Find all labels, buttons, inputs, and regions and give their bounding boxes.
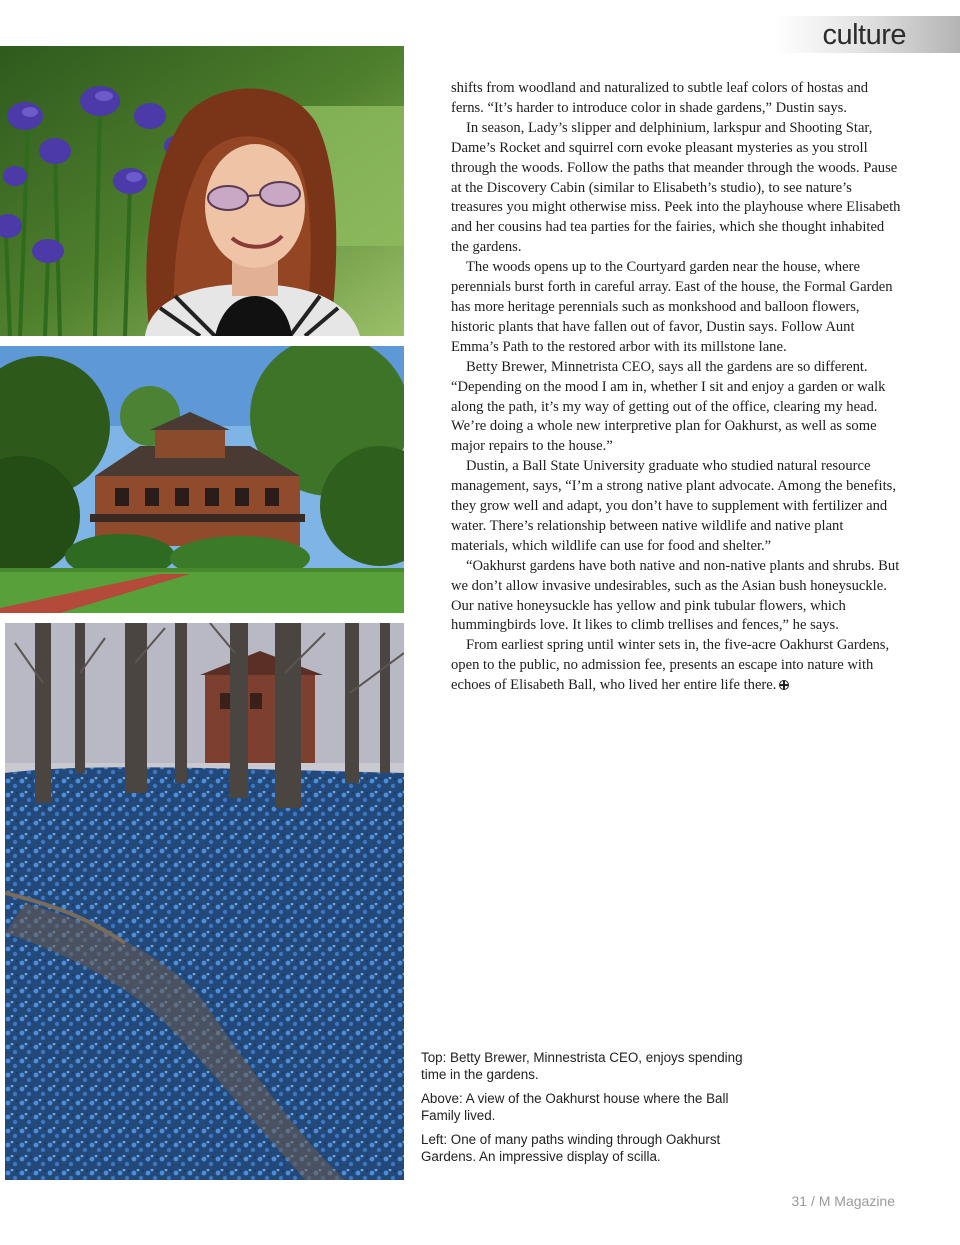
article-paragraph: In season, Lady’s slipper and delphinium, larkspur and Shooting Star, Dame’s Rocket and squirrel corn evoke pleasant mysteries as you stroll through the woods. Follow the paths that meander through the woods. Pause at the Discovery Cabin (similar to Elisabeth’s studio), to see nature’s treasures you might otherwise miss. Peek into the playhouse where Elisabeth and her cousins had tea parties for the fairies, which she thought inhabited the gardens. — [451, 119, 901, 256]
article-paragraph: “Oakhurst gardens have both native and non-native plants and shrubs. But we don’t allow invasive undesirables, such as the Asian bush honeysuckle. Our native honeysuckle has yellow and pink tubular flowers, which hummingbirds love. It likes to climb trellises and fences,” he says. — [451, 557, 900, 634]
article-paragraph: The woods opens up to the Courtyard garden near the house, where perennials burst forth in careful array. East of the house, the Formal Garden has more heritage perennials such as monkshood and balloon flowers, historic plants that have fallen out of favor, Dustin says. Follow Aunt Emma’s Path to the restored arbor with its millstone lane. — [451, 259, 893, 355]
article-paragraph-last — [451, 636, 901, 696]
section-label: culture — [822, 19, 906, 51]
photo-oakhurst-house — [0, 346, 404, 613]
caption-left: Left: One of many paths winding through Oakhurst Gardens. An impressive display of scilla. — [421, 1132, 721, 1164]
article-paragraph-text: From earliest spring until winter sets in, the five-acre Oakhurst Gardens, open to the public, no admission fee, presents an escape into nature with echoes of Elisabeth Ball, who lived her entire life there. — [451, 637, 890, 694]
caption-above: Above: A view of the Oakhurst house where the Ball Family lived. — [421, 1091, 729, 1123]
end-mark-icon — [779, 680, 789, 690]
article-paragraph: shifts from woodland and naturalized to subtle leaf colors of hostas and ferns. “It’s harder to introduce color in shade gardens,” Dustin says. — [451, 80, 869, 116]
photo-captions — [421, 1050, 766, 1174]
article-body — [451, 79, 901, 696]
caption-top: Top: Betty Brewer, Minnestrista CEO, enjoys spending time in the gardens. — [421, 1050, 743, 1082]
article-paragraph: Betty Brewer, Minnetrista CEO, says all the gardens are so different. “Depending on the mood I am in, whether I sit and enjoy a garden or walk along the path, it’s my way of getting out of the office, clearing my head. We’re doing a whole new interpretive plan for Oakhurst, as well as some major repairs to the house.” — [451, 358, 886, 455]
photo-scilla-woods — [5, 623, 404, 1180]
photo-betty-brewer — [0, 46, 404, 336]
page-folio: 31 / M Magazine — [791, 1193, 895, 1209]
article-paragraph: Dustin, a Ball State University graduate who studied natural resource management, says, “I’m a strong native plant advocate. Among the benefits, they grow well and adapt, you don’t have to supplement with fertilizer and water. There’s relationship between native wildlife and native plant materials, which wildlife can use for food and shelter.” — [451, 458, 896, 554]
